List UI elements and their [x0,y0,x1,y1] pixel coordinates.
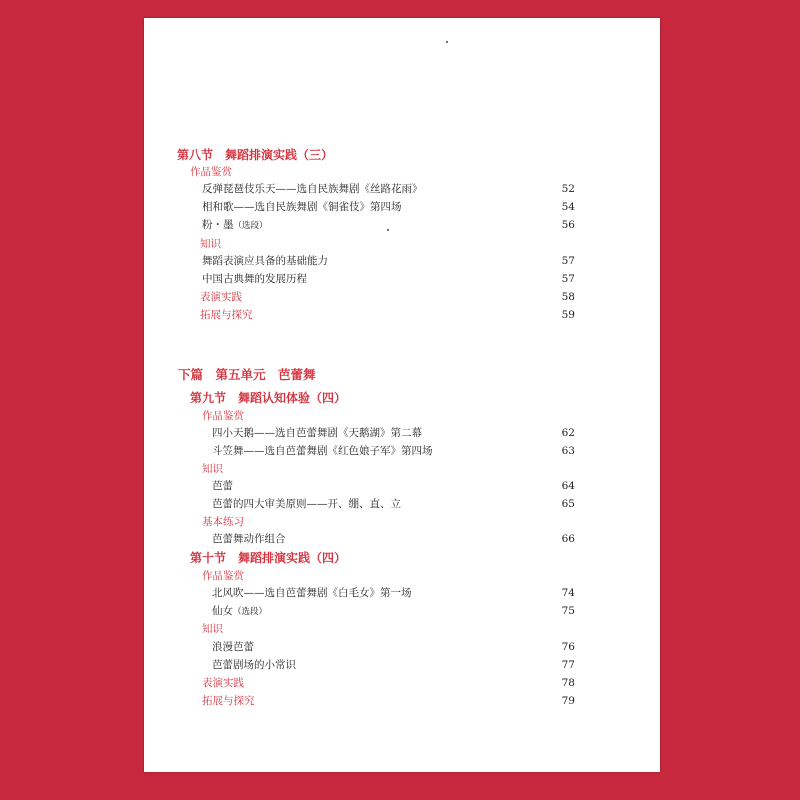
document-page [144,18,660,772]
page-number: 57 [561,255,575,267]
toc-entry-title: 仙女 [212,605,233,617]
page-number: 52 [561,183,575,195]
page-number: 62 [561,427,575,439]
page-number: 59 [561,309,575,321]
page-number: 54 [561,201,575,213]
scan-speck [446,41,448,43]
page-number: 75 [561,605,575,617]
category-knowledge: 知识 [200,238,221,250]
part-heading: 下篇 第五单元 芭蕾舞 [178,367,316,382]
toc-entry: 舞蹈表演应具备的基础能力 [202,255,328,267]
category-performance-practice: 表演实践 [200,291,242,303]
page-number: 66 [561,533,575,545]
category-extension-exploration: 拓展与探究 [202,695,255,707]
toc-entry: 斗笠舞——选自芭蕾舞剧《红色娘子军》第四场 [212,445,433,457]
page-number: 76 [561,641,575,653]
category-basic-exercise: 基本练习 [202,516,244,528]
page-number: 78 [561,677,575,689]
page-number: 57 [561,273,575,285]
section-9-title: 第九节 舞蹈认知体验（四） [190,391,347,405]
category-extension-exploration: 拓展与探究 [200,309,253,321]
toc-entry: 浪漫芭蕾 [212,641,254,653]
category-knowledge: 知识 [202,623,223,635]
category-appreciation: 作品鉴赏 [202,570,244,582]
page-number: 63 [561,445,575,457]
page-number: 79 [561,695,575,707]
toc-entry-note: （选段） [233,607,268,617]
page-number: 64 [561,480,575,492]
toc-entry: 芭蕾的四大审美原则——开、绷、直、立 [212,498,401,510]
category-performance-practice: 表演实践 [202,677,244,689]
section-8-title: 第八节 舞蹈排演实践（三） [177,148,334,162]
page-number: 58 [561,291,575,303]
page-number: 74 [561,587,575,599]
toc-entry: 四小天鹅——选自芭蕾舞剧《天鹅湖》第二幕 [212,427,422,439]
toc-entry: 反弹琵琶伎乐天——选自民族舞剧《丝路花雨》 [202,183,423,195]
category-knowledge: 知识 [202,463,223,475]
toc-entry: 相和歌——选自民族舞剧《铜雀伎》第四场 [202,201,402,213]
category-appreciation: 作品鉴赏 [202,410,244,422]
toc-entry-note: （选段） [233,221,268,231]
toc-entry: 芭蕾舞动作组合 [212,533,286,545]
toc-entry [202,217,268,234]
section-10-title: 第十节 舞蹈排演实践（四） [190,551,347,565]
toc-entry: 北风吹——选自芭蕾舞剧《白毛女》第一场 [212,587,412,599]
category-appreciation: 作品鉴赏 [190,166,232,178]
page-number: 65 [561,498,575,510]
toc-entry: 芭蕾 [212,480,233,492]
scan-speck [387,229,389,231]
page-number: 56 [561,219,575,231]
toc-entry: 芭蕾剧场的小常识 [212,659,296,671]
toc-entry [212,603,267,620]
page-number: 77 [561,659,575,671]
toc-entry-title: 粉・墨 [202,219,234,231]
toc-entry: 中国古典舞的发展历程 [202,273,307,285]
